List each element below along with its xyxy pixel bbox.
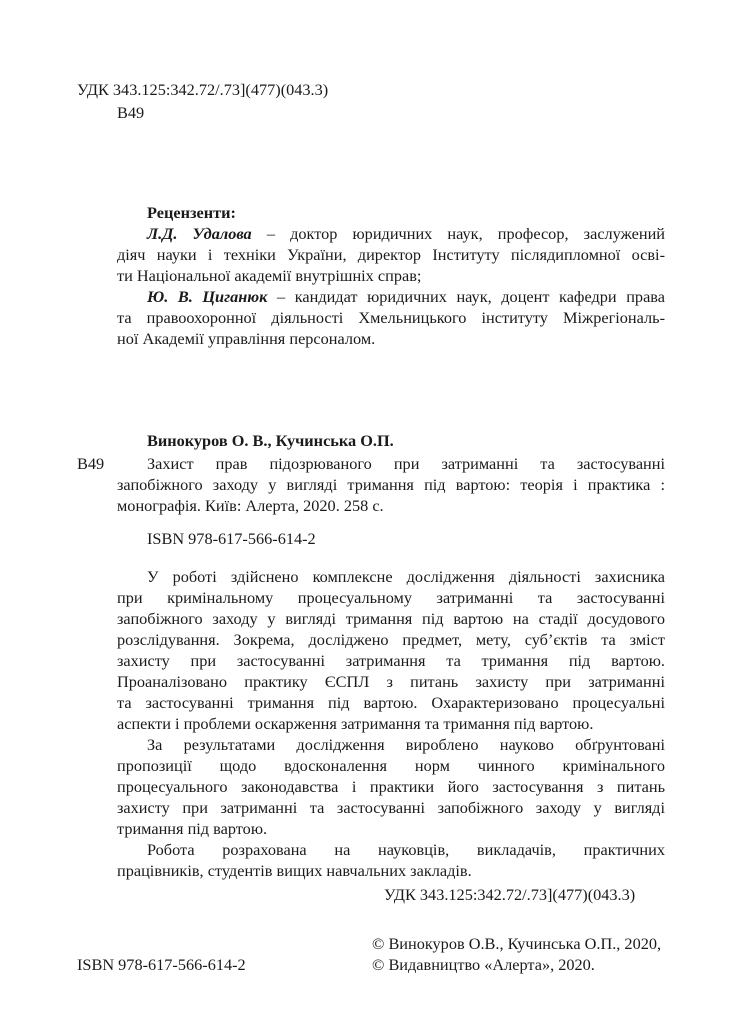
copyright-authors: © Винокуров О.В., Кучинська О.П., 2020, — [372, 934, 662, 953]
abstract-line: У роботі здійснено комплексне дослідження діяльності захисника — [147, 567, 665, 586]
abstract-line: Проаналізовано практику ЄСПЛ з питань захисту при затриманні — [117, 672, 665, 691]
reviewer-2-text-line-3: ної Академії управління персоналом. — [117, 329, 376, 348]
reviewer-2-text-line-2: та правоохоронної діяльності Хмельницького інституту Міжрегіональ- — [117, 308, 665, 327]
abstract — [117, 567, 665, 882]
abstract-line: захисту при затриманні та застосуванні запобіжного заходу у вигляді — [117, 798, 665, 817]
abstract-line: За результатами дослідження вироблено науково обґрунтовані — [147, 735, 665, 754]
abstract-line: запобіжного заходу у вигляді тримання під вартою на стадії досудового — [117, 609, 665, 628]
footer-udk: УДК 343.125:342.72/.73](477)(043.3) — [384, 885, 636, 904]
bib-authors: Винокуров О. В., Кучинська О.П. — [147, 431, 394, 450]
abstract-line: розслідування. Зокрема, досліджено предмет, мету, суб’єктів та зміст — [117, 630, 665, 649]
abstract-line: та застосуванні тримання під вартою. Охарактеризовано процесуальні — [117, 693, 665, 712]
reviewer-1-name: Л.Д. Удалова — [147, 224, 252, 243]
abstract-line: процесуального законодавства і практики його застосування з питань — [117, 777, 665, 796]
bib-code: В49 — [77, 454, 105, 473]
abstract-line: тримання під вартою. — [117, 819, 268, 838]
bib-title-line-3: монографія. Київ: Алерта, 2020. 258 с. — [117, 496, 384, 515]
reviewers-title: Рецензенти: — [147, 203, 236, 222]
reviewer-1-text-line-2: діяч науки і техніки України, директор Інституту післядипломної осві- — [117, 245, 665, 264]
bib-title-line-1: Захист прав підозрюваного при затриманні та застосуванні — [147, 454, 665, 473]
bbk-code: В49 — [117, 103, 145, 122]
abstract-line: працівників, студентів вищих навчальних закладів. — [117, 861, 472, 880]
copyright-publisher: © Видавництво «Алерта», 2020. — [372, 955, 595, 974]
reviewer-2-text-line-1: – кандидат юридичних наук, доцент кафедри права — [267, 287, 665, 306]
reviewer-1-text-line-3: ти Національної академії внутрішніх справ; — [117, 266, 422, 285]
reviewer-2-name: Ю. В. Циганюк — [147, 287, 268, 306]
bib-isbn: ISBN 978-617-566-614-2 — [147, 529, 316, 548]
abstract-line: захисту при застосуванні затримання та тримання під вартою. — [117, 651, 665, 670]
abstract-line: пропозиції щодо вдосконалення норм чинного кримінального — [117, 756, 665, 775]
abstract-line: Робота розрахована на науковців, викладачів, практичних — [147, 840, 665, 859]
reviewer-1-text-line-1: – доктор юридичних наук, професор, заслужений — [251, 224, 665, 243]
bib-title-line-2: запобіжного заходу у вигляді тримання під вартою: теорія і практика : — [117, 475, 665, 494]
abstract-line: при кримінальному процесуальному затриманні та застосуванні — [117, 588, 665, 607]
footer-isbn: ISBN 978-617-566-614-2 — [77, 955, 246, 974]
udk-header: УДК 343.125:342.72/.73](477)(043.3) — [77, 80, 329, 99]
abstract-line: аспекти і проблеми оскарження затримання та тримання під вартою. — [117, 714, 594, 733]
